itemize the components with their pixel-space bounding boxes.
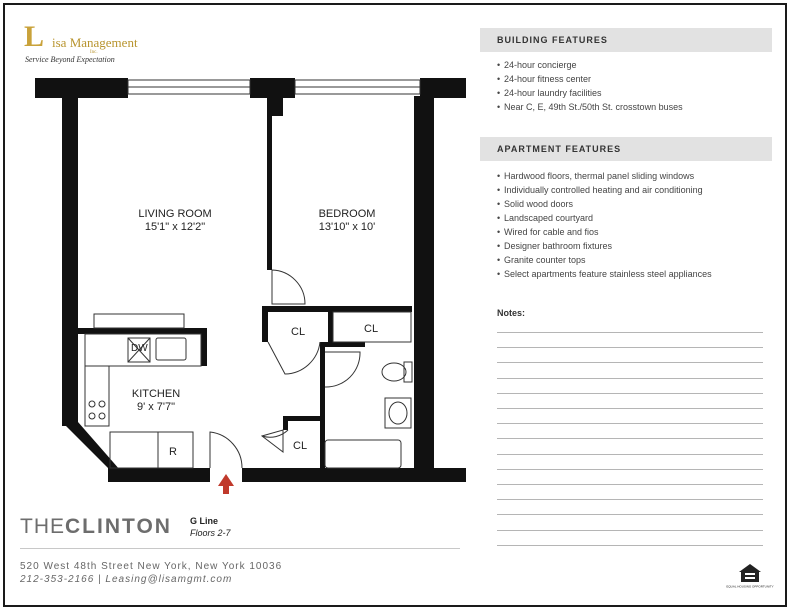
dishwasher-label: DW <box>131 343 148 354</box>
wall-right <box>414 96 434 470</box>
wall-top-middle <box>250 78 295 98</box>
note-line <box>497 438 763 439</box>
closet-label-1: CL <box>291 326 306 338</box>
list-item: • Near C, E, 49th St./50th St. crosstown buses <box>497 100 683 114</box>
living-room-name: LIVING ROOM <box>138 208 212 220</box>
toilet-tank <box>404 362 412 382</box>
note-line <box>497 469 763 470</box>
burner-3 <box>89 413 95 419</box>
building-features-list <box>497 58 683 114</box>
note-line <box>497 545 763 546</box>
list-item: • Select apartments feature stainless steel appliances <box>497 267 712 281</box>
building-name <box>20 515 172 539</box>
floor-plan-drawing <box>30 72 470 512</box>
closet-label-2: CL <box>364 323 379 335</box>
building-address: 520 West 48th Street New York, New York 10036 <box>20 561 283 572</box>
wall-bottom-left <box>108 468 210 482</box>
building-name-main: CLINTON <box>65 515 172 538</box>
wall-divider <box>267 96 272 270</box>
list-item: • Designer bathroom fixtures <box>497 239 712 253</box>
note-line <box>497 514 763 515</box>
wall-top-left <box>35 78 128 98</box>
burner-1 <box>89 401 95 407</box>
list-item: • Hardwood floors, thermal panel sliding windows <box>497 169 712 183</box>
wall-closet-bottom <box>320 342 365 347</box>
note-line <box>497 499 763 500</box>
wall-closet-mid <box>328 306 333 342</box>
equal-housing-icon <box>726 563 774 589</box>
burner-4 <box>99 413 105 419</box>
kitchen-counter-top <box>94 314 184 328</box>
note-line <box>497 393 763 394</box>
apartment-features-heading: APARTMENT FEATURES <box>480 137 772 161</box>
list-item: • 24-hour concierge <box>497 58 683 72</box>
note-line <box>497 484 763 485</box>
bedroom-label <box>292 208 402 234</box>
list-item: • Landscaped courtyard <box>497 211 712 225</box>
entry-arrow-icon <box>218 474 234 494</box>
note-line <box>497 408 763 409</box>
building-features-heading: BUILDING FEATURES <box>480 28 772 52</box>
wall-bath-left <box>320 342 325 468</box>
list-item: • 24-hour fitness center <box>497 72 683 86</box>
logo-tagline: Service Beyond Expectation <box>25 55 115 64</box>
bath-sink <box>389 402 407 424</box>
refrigerator-label: R <box>169 446 177 458</box>
sink <box>156 338 186 360</box>
kitchen-label <box>106 388 206 414</box>
building-name-prefix: THE <box>20 515 65 538</box>
note-line <box>497 378 763 379</box>
burner-2 <box>99 401 105 407</box>
wall-closet-top <box>262 306 412 312</box>
list-item: • 24-hour laundry facilities <box>497 86 683 100</box>
closet-label-3: CL <box>293 440 308 452</box>
note-line <box>497 454 763 455</box>
note-line <box>497 530 763 531</box>
kitchen-size: 9' x 7'7" <box>136 401 176 413</box>
note-line <box>497 423 763 424</box>
apartment-features-list <box>497 169 712 281</box>
wall-bottom-right <box>242 468 466 482</box>
floor-plan <box>30 72 470 512</box>
bedroom-size: 13'10" x 10' <box>318 221 376 233</box>
toilet <box>382 363 406 381</box>
logo-letter: L <box>24 20 45 53</box>
note-line <box>497 347 763 348</box>
door-bath <box>325 352 360 387</box>
living-room-size: 15'1" x 12'2" <box>144 221 206 233</box>
door-closet-1 <box>268 342 320 374</box>
contact-info[interactable]: 212-353-2166 | Leasing@lisamgmt.com <box>20 574 233 585</box>
kitchen-counter-bottom <box>110 432 193 468</box>
wall-kitchen-top <box>78 328 207 334</box>
unit-floors: Floors 2-7 <box>190 528 231 538</box>
list-item: • Wired for cable and fios <box>497 225 712 239</box>
list-item: • Solid wood doors <box>497 197 712 211</box>
list-item: • Granite counter tops <box>497 253 712 267</box>
logo-name: isa Management <box>52 35 138 50</box>
divider <box>20 548 460 549</box>
wall-left <box>62 96 78 426</box>
bedroom-name: BEDROOM <box>318 208 376 220</box>
note-line <box>497 332 763 333</box>
door-bedroom <box>272 270 305 304</box>
kitchen-name: KITCHEN <box>131 388 181 400</box>
wall-closet2-top <box>283 416 325 421</box>
door-closet-3-arc <box>262 430 288 437</box>
wall-left-chamfer <box>62 422 120 470</box>
unit-line: G Line <box>190 516 219 526</box>
door-closet-3 <box>262 430 283 452</box>
list-item: • Individually controlled heating and air conditioning <box>497 183 712 197</box>
bathtub <box>325 440 401 468</box>
company-logo <box>22 22 172 68</box>
wall-top-right <box>420 78 466 98</box>
notes-label: Notes: <box>497 308 526 318</box>
door-entry <box>210 432 242 468</box>
wall-closet2-side <box>283 416 288 430</box>
wall-closet-left <box>262 306 268 342</box>
living-room-label <box>120 208 230 234</box>
note-line <box>497 362 763 363</box>
logo-inc: Inc. <box>90 50 98 55</box>
equal-housing-text: EQUAL HOUSING OPPORTUNITY <box>726 584 774 589</box>
